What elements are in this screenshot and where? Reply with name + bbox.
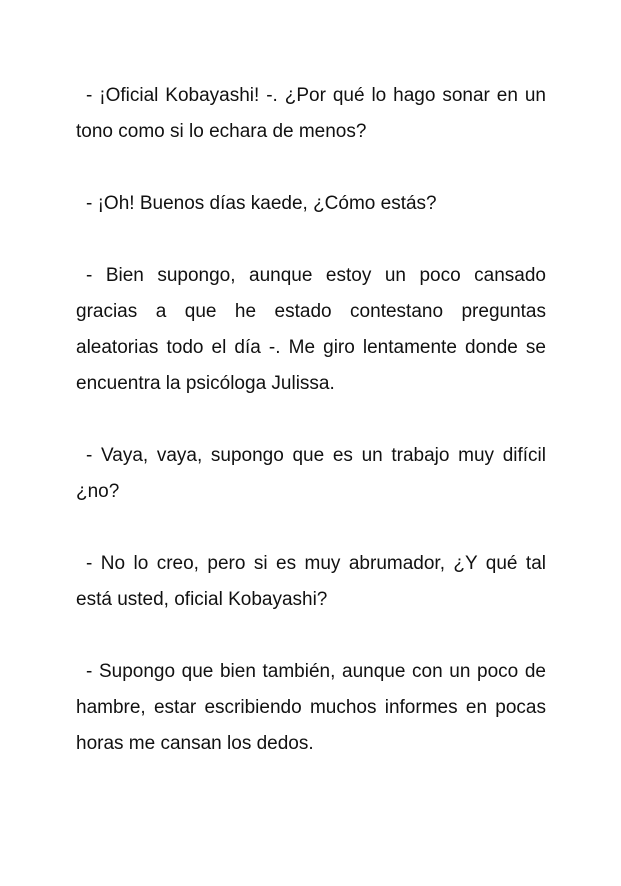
document-page (76, 78, 546, 762)
dialogue-paragraph-2: - ¡Oh! Buenos días kaede, ¿Cómo estás? (86, 193, 437, 214)
dialogue-paragraph-1: - ¡Oficial Kobayashi! -. ¿Por qué lo hago sonar en un tono como si lo echara de menos? (76, 85, 546, 142)
dialogue-paragraph-4: - Vaya, vaya, supongo que es un trabajo muy difícil ¿no? (76, 445, 546, 502)
dialogue-paragraph-6: - Supongo que bien también, aunque con un poco de hambre, estar escribiendo muchos informes en pocas horas me cansan los dedos. (76, 661, 546, 754)
dialogue-paragraph-5: - No lo creo, pero si es muy abrumador, ¿Y qué tal está usted, oficial Kobayashi? (76, 553, 546, 610)
dialogue-paragraph-3: - Bien supongo, aunque estoy un poco cansado gracias a que he estado contestano preguntas aleatorias todo el día -. Me giro lentamente donde se encuentra la psicóloga Julissa. (76, 265, 546, 394)
